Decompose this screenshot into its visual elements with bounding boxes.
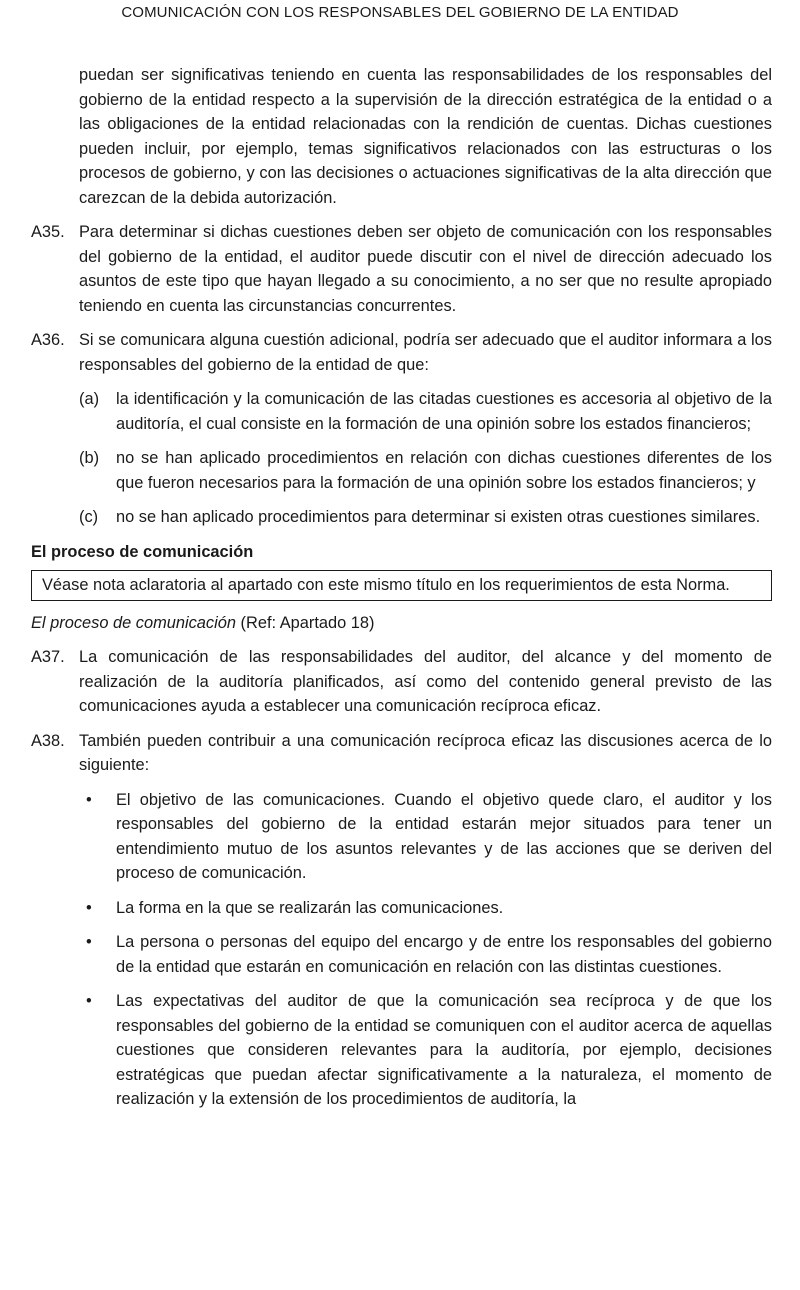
section-heading: El proceso de comunicación [31, 542, 254, 561]
paragraph-number: A37. [31, 648, 65, 666]
bullet-marker: • [86, 992, 92, 1010]
paragraph-text: También pueden contribuir a una comunicación recíproca eficaz las discusiones acerca de lo siguiente: [79, 731, 772, 774]
bullet-text: El objetivo de las comunicaciones. Cuando el objetivo quede claro, el auditor y los responsables del gobierno de la entidad estarán mejor situados para tener un entendimiento mutuo de los asuntos relevantes y de las acciones que se deriven del proceso de comunicación. [116, 790, 772, 882]
bullet-item [79, 896, 772, 921]
paragraph-a35 [31, 220, 772, 318]
subheading-reference: (Ref: Apartado 18) [236, 613, 375, 632]
list-marker: (a) [79, 390, 100, 408]
bullet-marker: • [86, 898, 92, 917]
bullet-item [79, 930, 772, 979]
list-item [79, 446, 772, 495]
paragraph-a36 [31, 328, 772, 377]
paragraph-text: Si se comunicara alguna cuestión adicional, podría ser adecuado que el auditor informara a los responsables del gobierno de la entidad de que: [79, 331, 772, 374]
list-marker: (c) [79, 508, 99, 526]
paragraph-number: A38. [31, 731, 65, 750]
bullet-marker: • [86, 933, 92, 951]
bullet-marker: • [86, 790, 92, 809]
note-box: Véase nota aclaratoria al apartado con este mismo título en los requerimientos de esta Norma. [31, 570, 772, 601]
paragraph-a37 [31, 645, 772, 719]
paragraph-number: A36. [31, 331, 65, 349]
paragraph-text: La comunicación de las responsabilidades del auditor, del alcance y del momento de realización de la auditoría planificados, así como del contenido general previsto de las comunicaciones ayuda a establecer una comunicación recíproca eficaz. [79, 648, 772, 715]
bullet-text: La persona o personas del equipo del encargo y de entre los responsables del gobierno de la entidad que estarán en comunicación en relación con las distintas cuestiones. [116, 933, 772, 976]
list-item [79, 505, 772, 530]
list-item-text: la identificación y la comunicación de las citadas cuestiones es accesoria al objetivo de la auditoría, el cual consiste en la formación de una opinión sobre los estados financieros; [116, 390, 772, 433]
list-marker: (b) [79, 449, 100, 467]
bullet-item [79, 989, 772, 1112]
running-header: COMUNICACIÓN CON LOS RESPONSABLES DEL GOBIERNO DE LA ENTIDAD [121, 4, 679, 21]
bullet-text: Las expectativas del auditor de que la comunicación sea recíproca y de que los responsables del gobierno de la entidad se comuniquen con el auditor acerca de aquellas cuestiones que consideren relevantes para la auditoría, por ejemplo, decisiones estratégicas que puedan afectar significativamente a la naturaleza, el momento de realización y la extensión de los procedimientos de auditoría, la [116, 992, 772, 1108]
list-item-text: no se han aplicado procedimientos en relación con dichas cuestiones diferentes de los que fueron necesarios para la formación de una opinión sobre los estados financieros; y [116, 449, 772, 492]
paragraph-text: Para determinar si dichas cuestiones deben ser objeto de comunicación con los responsables del gobierno de la entidad, el auditor puede discutir con el nivel de dirección adecuado los asuntos de este tipo que hayan llegado a su conocimiento, a no ser que no resulte apropiado teniendo en cuenta las circunstancias concurrentes. [79, 223, 772, 315]
list-item-text: no se han aplicado procedimientos para determinar si existen otras cuestiones similares. [116, 508, 761, 526]
section-subheading [31, 611, 772, 636]
bullet-item [79, 788, 772, 886]
subheading-title: El proceso de comunicación [31, 613, 236, 632]
bullet-text: La forma en la que se realizarán las comunicaciones. [116, 898, 504, 917]
document-body [31, 63, 772, 1122]
continuation-paragraph: puedan ser significativas teniendo en cuenta las responsabilidades de los responsables del gobierno de la entidad respecto a la supervisión de la dirección estratégica de la entidad o a las obligaciones de la entidad relacionadas con la rendición de cuentas. Dichas cuestiones pueden incluir, por ejemplo, temas significativos relacionados con las estructuras o los procesos de gobierno, y con las decisiones o actuaciones significativas de la alta dirección que carezcan de la debida autorización. [79, 66, 772, 207]
paragraph-a38 [31, 729, 772, 778]
paragraph-number: A35. [31, 223, 65, 241]
list-item [79, 387, 772, 436]
